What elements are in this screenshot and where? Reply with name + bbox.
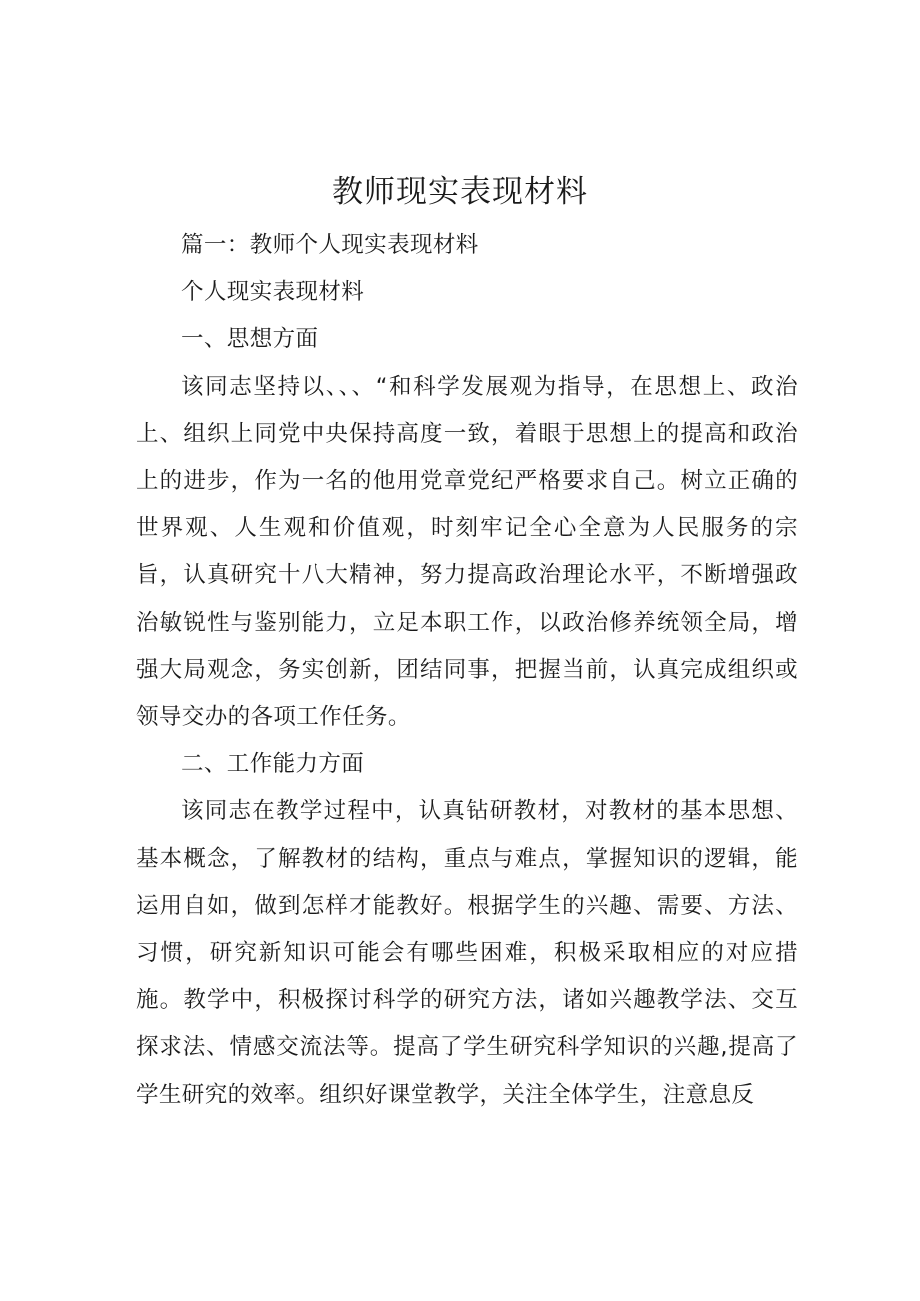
section-heading-ideology: 一、思想方面 <box>181 326 319 353</box>
section-heading-work-ability: 二、工作能力方面 <box>181 751 365 778</box>
section-heading-article-one: 篇一：教师个人现实表现材料 <box>181 232 479 258</box>
document-title: 教师现实表现材料 <box>332 174 588 210</box>
paragraph-ideology: 该同志坚持以、、、“和科学发展观为指导，在思想上、政治上、组织上同党中央保持高度一致，着眼于思想上的提高和政治上的进步，作为一名的他用党章党纪严格要求自己。树立正确的世界观、人生观和价值观，时刻牢记全心全意为人民服务的宗旨，认真研究十八大精神，努力提高政治理论水平，不断增强政治敏锐性与鉴别能力，立足本职工作，以政治修养统领全局，增强大局观念，务实创新，团结同事，把握当前，认真完成组织或领导交办的各项工作任务。 <box>136 373 798 731</box>
paragraph-work-ability: 该同志在教学过程中，认真钻研教材，对教材的基本思想、基本概念，了解教材的结构，重点与难点，掌握知识的逻辑，能运用自如，做到怎样才能教好。根据学生的兴趣、需要、方法、习惯，研究新知识可能会有哪些困难，积极采取相应的对应措施。教学中，积极探讨科学的研究方法，诸如兴趣教学法、交互探求法、情感交流法等。提高了学生研究科学知识的兴趣,提高了学生研究的效率。组织好课堂教学，关注全体学生，注意息反 <box>136 798 798 1108</box>
document-body <box>136 222 798 1119</box>
subheading-personal-material: 个人现实表现材料 <box>181 279 365 306</box>
